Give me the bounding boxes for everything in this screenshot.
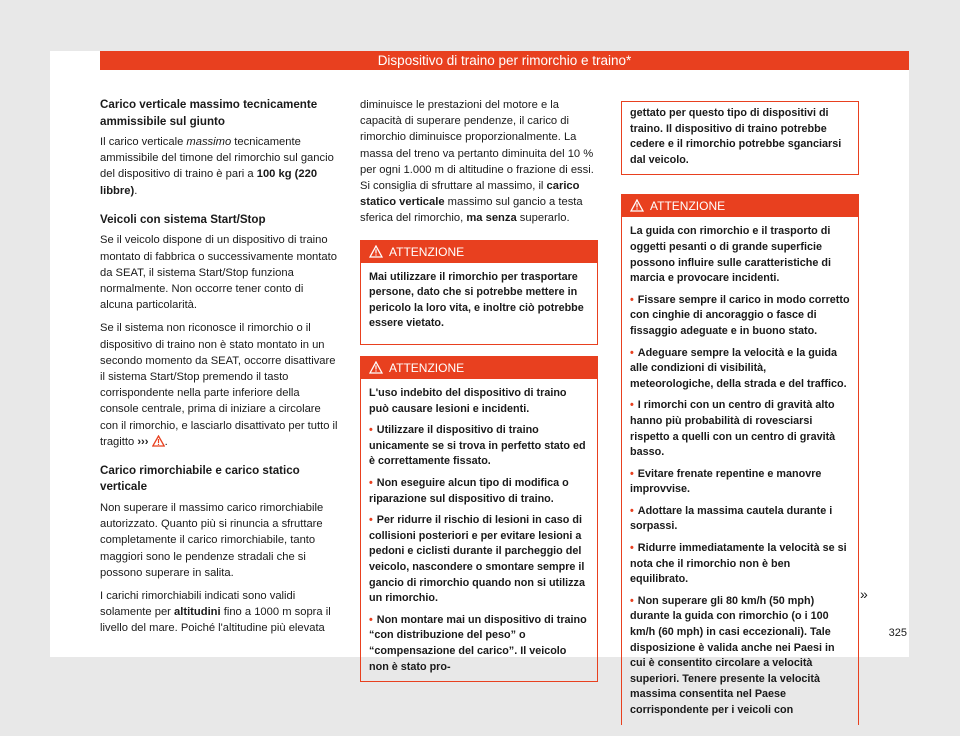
warning-triangle-icon	[630, 199, 644, 212]
section-title-vertical-load: Carico verticale massimo tecnicamente ammissibile sul giunto	[100, 98, 318, 128]
list-item: • I rimorchi con un centro di gravità alto hanno più probabilità di rovesciarsi rispetto a quelli con un centro di gravità basso.	[630, 399, 836, 459]
list-item: • Adottare la massima cautela durante i sorpassi.	[630, 504, 833, 533]
section-title-start-stop: Veicoli con sistema Start/Stop	[100, 212, 266, 226]
warning-intro: L'uso indebito del dispositivo di traino può causare lesioni e incidenti.	[369, 387, 567, 415]
list-item: • Ridurre immediatamente la velocità se si nota che il rimorchio non è ben equilibrato.	[630, 542, 847, 586]
paragraph-start-stop-1: Se il veicolo dispone di un dispositivo di traino montato di fabbrica o successivamente montato da SEAT, il sistema Start/Stop funziona normalmente. Non occorre tener conto di alcuna particolarità.	[100, 234, 337, 312]
paragraph-trailer-load-2: I carichi rimorchiabili indicati sono validi solamente per altitudini fino a 1000 m sopra il livello del mare. Poiché l'altitudine più elevata	[100, 589, 331, 635]
list-item: • Fissare sempre il carico in modo corretto con cinghie di ancoraggio o fasce di fissaggio adeguate e in buono stato.	[630, 293, 850, 337]
page-header	[100, 51, 909, 70]
list-item: • Non superare gli 80 km/h (50 mph) durante la guida con rimorchio (o i 100 km/h (60 mph) in casi eccezionali). Tale disposizione è valida anche nei Paesi in cui è consentito circolare a velocità superiori. Tenere presente la velocità massima consentita nel Paese corrispondente per i veicoli con	[630, 594, 835, 716]
paragraph-altitude: diminuisce le prestazioni del motore e la capacità di superare pendenze, il carico di rimorchio diminuisce proporzionalmente. La massa del treno va pertanto diminuita del 10 % per ogni 1.000 m di altitudine o frazione di essi. Si consiglia di sfruttare al massimo, il carico statico verticale massimo sul gancio a testa sferica del rimorchio, ma senza superarlo.	[360, 99, 594, 225]
column-1	[100, 97, 338, 644]
warning-box-towing	[621, 194, 859, 724]
warning-triangle-icon	[152, 435, 165, 447]
paragraph-vertical-load: Il carico verticale massimo tecnicamente ammissibile del timone del rimorchio sul gancio del dispositivo di traino è pari a 100 kg (220 libbre).	[100, 136, 334, 197]
paragraph-start-stop-2: Se il sistema non riconosce il rimorchio o il dispositivo di traino non è stato montato in un secondo momento da SEAT, occorre disattivare il sistema Start/Stop premendo il tasto corrispondente nella parte inferiore della console centrale, prima di iniziare a circolare con il rimorchio, e lasciarlo disattivato per tutto il tragitto ››› .	[100, 322, 338, 448]
warning-continuation	[621, 101, 859, 175]
warning-box-persons	[360, 240, 598, 345]
warning-header	[622, 195, 858, 217]
list-item: • Non montare mai un dispositivo di traino “con distribuzione del peso” o “compensazione del carico”. Il veicolo non è stato pro-	[369, 613, 587, 673]
warning-continuation-text: gettato per questo tipo di dispositivi di traino. Il dispositivo di traino potrebbe cedere e il rimorchio potrebbe sganciarsi dal veicolo.	[630, 107, 842, 166]
manual-page	[50, 51, 909, 716]
list-item: • Evitare frenate repentine e manovre improvvise.	[630, 467, 822, 496]
warning-label: ATTENZIONE	[389, 361, 465, 375]
warning-label: ATTENZIONE	[389, 244, 465, 259]
warning-header	[361, 357, 597, 379]
warning-header	[361, 241, 597, 263]
reference-arrows[interactable]: ›››	[137, 435, 149, 448]
paragraph-trailer-load-1: Non superare il massimo carico rimorchiabile autorizzato. Quanto più si rinuncia a sfruttare completamente il carico rimorchiabile, tanto maggiori sono le pendenze stradali che si possono superare in salita.	[100, 501, 324, 579]
page-number: 325	[888, 627, 907, 639]
list-item: • Utilizzare il dispositivo di traino unicamente se si trova in perfetto stato ed è correttamente fissato.	[369, 424, 586, 468]
list-item: • Non eseguire alcun tipo di modifica o riparazione sul dispositivo di traino.	[369, 476, 569, 505]
list-item: • Per ridurre il rischio di lesioni in caso di collisioni posteriori e per evitare lesioni a pedoni e ciclisti durante il parcheggio del veicolo, nascondere o smontare sempre il gancio di rimorchio quando non si utilizza un rimorchio.	[369, 514, 585, 605]
section-title-trailer-load: Carico rimorchiabile e carico statico verticale	[100, 463, 300, 494]
warning-triangle-icon	[369, 245, 383, 258]
warning-box-misuse	[360, 356, 598, 682]
column-2	[360, 97, 598, 693]
continue-arrow-icon: »	[860, 586, 868, 602]
warning-text: Mai utilizzare il rimorchio per trasportare persone, dato che si potrebbe mettere in pericolo la loro vita, e inoltre ciò potrebbe essere vietato.	[369, 270, 584, 330]
list-item: • Adeguare sempre la velocità e la guida alle condizioni di visibilità, meteorologiche, della strada e del traffico.	[630, 346, 847, 390]
warning-label: ATTENZIONE	[650, 199, 726, 214]
header-title: Dispositivo di traino per rimorchio e traino*	[377, 53, 632, 68]
column-3	[621, 101, 859, 736]
warning-intro: La guida con rimorchio e il trasporto di oggetti pesanti o di grande superficie possono influire sulle caratteristiche di marcia e provocare incidenti.	[630, 225, 831, 285]
warning-triangle-icon	[369, 361, 383, 374]
